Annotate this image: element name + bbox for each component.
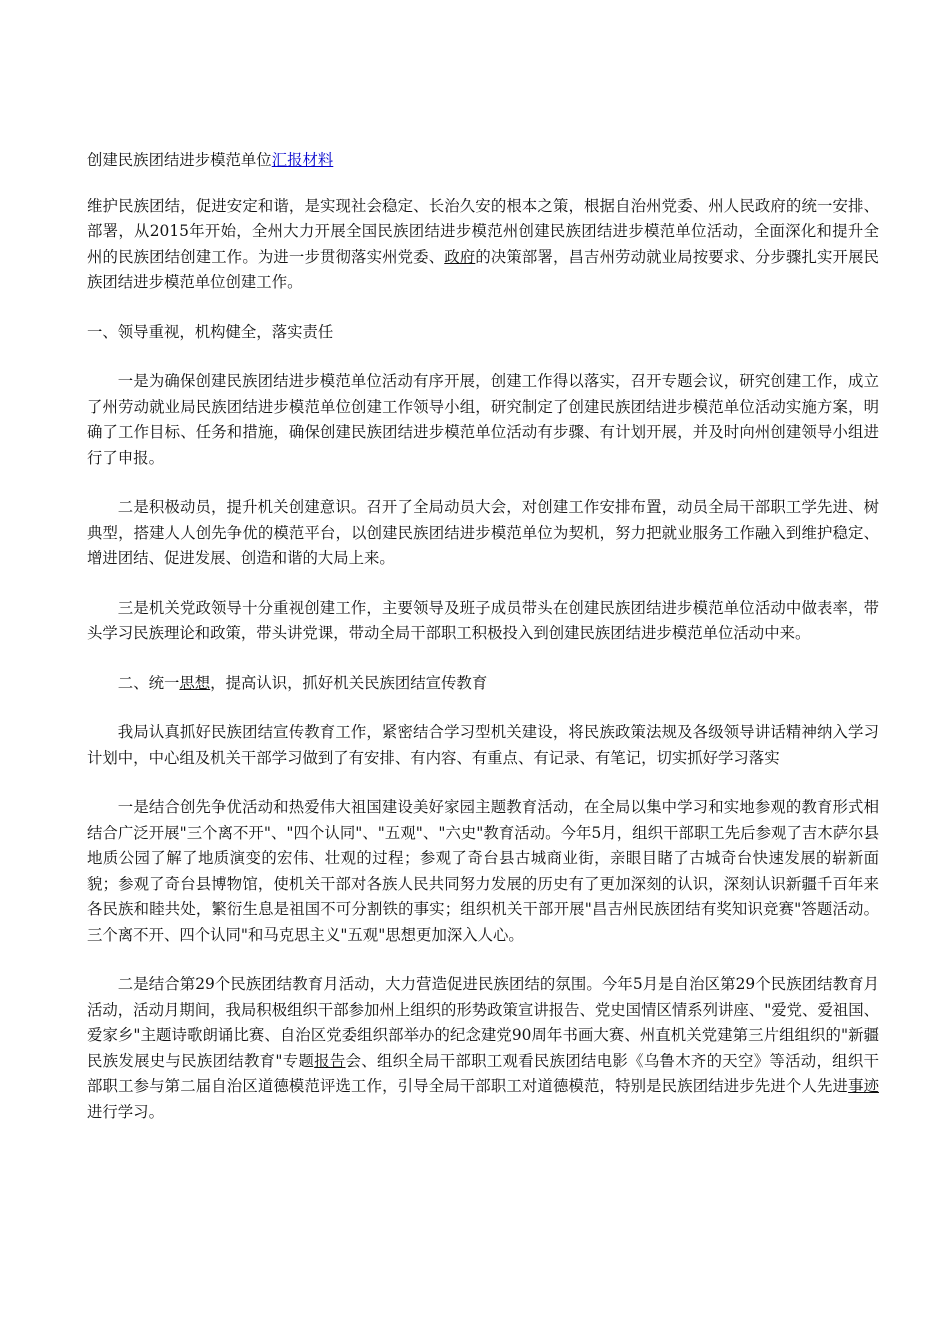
title-text: 创建民族团结进步模范单位	[87, 151, 272, 169]
p6-text-b: 会、组织全局干部职工观看民族团结电影《乌鲁木齐的天空》等活动，组织干部职工参与第二届自治区道德模范评选工作，引导全局干部职工对道德模范，特别是民族团结进步先进个人先进	[87, 1051, 879, 1095]
intro-paragraph	[87, 194, 879, 296]
p6-text-a: 二是结合第29个民族团结教育月活动，大力营造促进民族团结的氛围。今年5月是自治区第29个民族团结教育月活动，活动月期间，我局积极组织干部参加州上组织的形势政策宣讲报告、党史国情区情系列讲座、"爱党、爱祖国、爱家乡"主题诗歌朗诵比赛、自治区党委组织部举办的纪念建党90周年书画大赛、州直机关党建第三片组组织的"新疆民族发展史与民族团结教育"专题	[87, 975, 880, 1070]
deeds-link[interactable]: 事迹	[848, 1077, 879, 1095]
intro-text-a: 维护民族团结，促进安定和谐，是实现社会稳定、长治久安的根本之策，根据自治州党委、州人民政府的统一安排、部署，从2015年开始，全州大力开展全国民族团结进步模范州创建民族团结进步模范单位活动，全面深化和提升全州的民族团结创建工作。为进一步贯彻落实州党委、	[87, 196, 879, 266]
report-material-link[interactable]: 汇报材料	[271, 151, 334, 169]
p6-text-c: 进行学习。	[87, 1102, 164, 1121]
document-page	[87, 148, 879, 1125]
section-heading-1: 一、领导重视，机构健全，落实责任	[87, 322, 334, 341]
paragraph-1: 一是为确保创建民族团结进步模范单位活动有序开展，创建工作得以落实，召开专题会议，研究创建工作，成立了州劳动就业局民族团结进步模范单位创建工作领导小组，研究制定了创建民族团结进步模范单位活动实施方案，明确了工作目标、任务和措施，确保创建民族团结进步模范单位活动有步骤、有计划开展，并及时向州创建领导小组进行了申报。	[87, 372, 879, 467]
section-heading-2	[87, 671, 879, 697]
paragraph-5: 一是结合创先争优活动和热爱伟大祖国建设美好家园主题教育活动，在全局以集中学习和实地参观的教育形式相结合广泛开展"三个离不开"、"四个认同"、"五观"、"六史"教育活动。今年5月，组织干部职工先后参观了吉木萨尔县地质公园了解了地质演变的宏伟、壮观的过程；参观了奇台县古城商业街，亲眼目睹了古城奇台快速发展的崭新面貌；参观了奇台县博物馆，使机关干部对各族人民共同努力发展的历史有了更加深刻的认识，深刻认识新疆千百年来各民族和睦共处，繁衍生息是祖国不可分割铁的事实；组织机关干部开展"昌吉州民族团结有奖知识竞赛"答题活动。三个离不开、四个认同"和马克思主义"五观"思想更加深入人心。	[87, 798, 879, 944]
thought-link[interactable]: 思想	[179, 673, 211, 692]
heading-2-text-a: 二、统一	[117, 673, 180, 692]
government-link[interactable]: 政府	[444, 247, 476, 266]
intro-text-b: 的决策部署，昌吉州劳动就业局按要求、分步骤扎实开展民族团结进步模范单位创建工作。	[87, 247, 879, 291]
paragraph-2: 二是积极动员，提升机关创建意识。召开了全局动员大会，对创建工作安排布置，动员全局干部职工学先进、树典型，搭建人人创先争优的模范平台，以创建民族团结进步模范单位为契机，努力把就业服务工作融入到维护稳定、增进团结、促进发展、创造和谐的大局上来。	[87, 498, 879, 567]
paragraph-4: 我局认真抓好民族团结宣传教育工作，紧密结合学习型机关建设，将民族政策法规及各级领导讲话精神纳入学习计划中，中心组及机关干部学习做到了有安排、有内容、有重点、有记录、有笔记，切实抓好学习落实	[87, 723, 879, 767]
paragraph-6	[87, 972, 879, 1125]
report-link[interactable]: 报告	[314, 1051, 346, 1070]
paragraph-3: 三是机关党政领导十分重视创建工作，主要领导及班子成员带头在创建民族团结进步模范单位活动中做表率，带头学习民族理论和政策，带头讲党课，带动全局干部职工积极投入到创建民族团结进步模范单位活动中来。	[87, 598, 879, 642]
heading-2-text-b: ，提高认识，抓好机关民族团结宣传教育	[210, 673, 488, 692]
document-title	[87, 148, 879, 174]
